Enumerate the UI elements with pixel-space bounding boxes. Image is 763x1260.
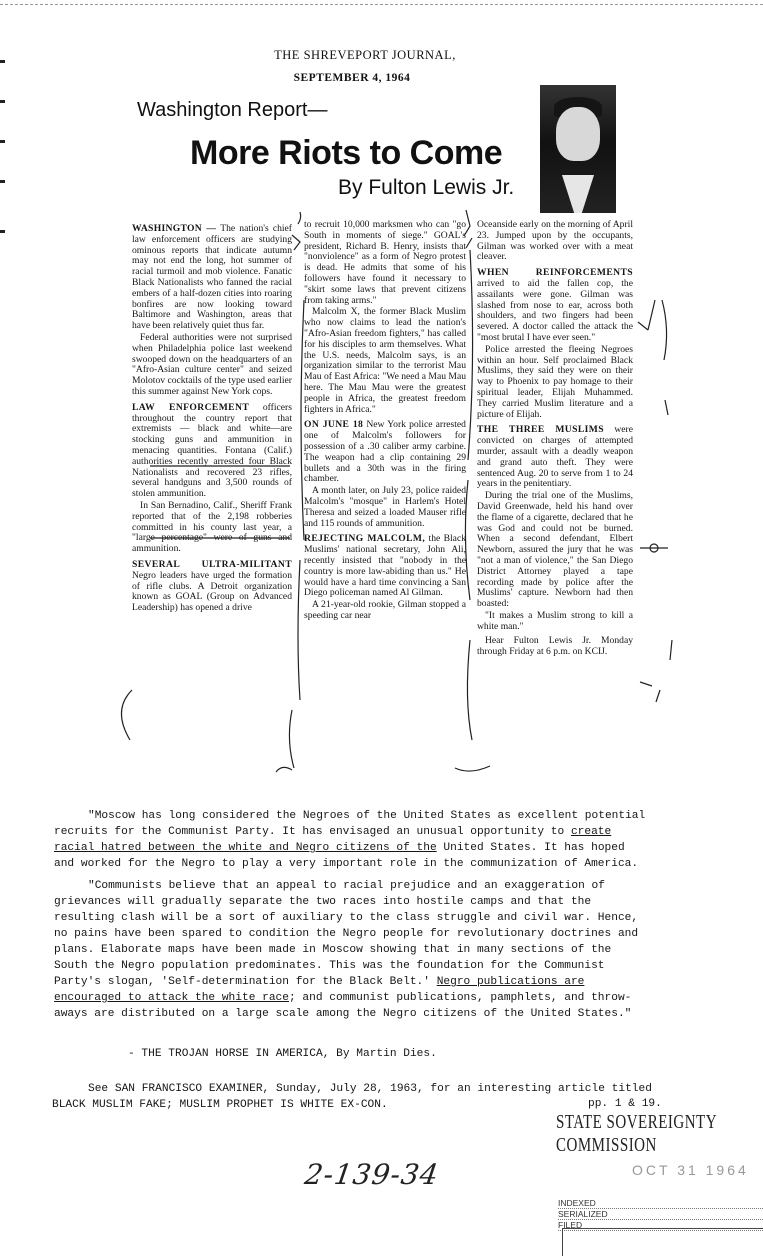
author-portrait <box>540 85 616 213</box>
margin-mark <box>0 180 5 183</box>
margin-bracket <box>468 250 473 460</box>
margin-bracket <box>298 560 300 700</box>
margin-mark <box>0 140 5 143</box>
paragraph: A 21-year-old rookie, Gilman stopped a speeding car near <box>304 599 466 621</box>
paragraph: REJECTING MALCOLM, the Black Muslims' national secretary, John Ali, recently insisted that "nobody in the country is more law-abiding than us." He would have a hard time convincing a San Diego policeman named Al Gilman. <box>304 533 466 599</box>
quote-paragraph: "Moscow has long considered the Negroes of the United States as excellent potential recruits for the Communist Party. It has envisaged an unusual opportunity to create racial hatred between the white and Negro citizens of the United States. It has hoped and worked for the Negro to play a very important role in the communization of America. <box>54 810 646 870</box>
column-kicker: Washington Report— <box>137 99 328 121</box>
check-mark <box>648 300 655 330</box>
pen-mark <box>292 235 300 250</box>
file-number: 2-139-34 <box>302 1158 442 1191</box>
pen-mark <box>670 640 672 660</box>
paragraph: THE THREE MUSLIMS were convicted on charges of attempted murder, assault with a deadly weapon and grand auto theft. They were sentenced Aug. 20 to serve from 1 to 24 years in the penitentiary. <box>477 424 633 490</box>
paragraph: In San Bernadino, Calif., Sheriff Frank reported that of the 2,198 robberies committed in his county last year, a "large percentage" were of guns and ammunition. <box>132 499 292 555</box>
page-reference: pp. 1 & 19. <box>588 1098 662 1110</box>
margin-mark <box>0 100 5 103</box>
paragraph: Police arrested the fleeing Negroes within an hour. Self proclaimed Black Muslims, they said they were on their way to Phoenix to pay homage to their spiritual leader, Elijah Muhammed. They carried Muslim literature and a picture of Elijah. <box>477 343 633 420</box>
margin-bracket <box>467 640 472 740</box>
paragraph: WHEN REINFORCEMENTS arrived to aid the fallen cop, the assailants were gone. Gilman was slashed from nose to ear, across both shoulders, and two fingers had been severed. A doctor called the attack the "most brutal I have ever seen." <box>477 267 633 343</box>
article-column-3 <box>477 220 633 659</box>
paragraph: Oceanside early on the morning of April 23. Jumped upon by the occupants, Gilman was worked over with a meat cleaver. <box>477 219 633 263</box>
quoted-passage <box>54 808 649 1028</box>
margin-mark <box>0 60 5 63</box>
article-column-2 <box>304 220 466 623</box>
paragraph: SEVERAL ULTRA-MILITANT Negro leaders have urged the formation of rifle clubs. A Detroit organization known as GOAL (Group on Advanced Leadership) has opened a drive <box>132 558 292 614</box>
check-mark <box>638 322 648 330</box>
paragraph: During the trial one of the Muslims, David Greenwade, held his hand over the flame of a cigarette, declared that he was God and could not be burned. When a second defendant, Elbert Newborn, assured the jury that he was "not a man of violence," the San Diego District Attorney played a tape recording made by police after the Muslims' capture. Newborn had then boasted: <box>477 490 633 610</box>
article-byline: By Fulton Lewis Jr. <box>338 176 515 199</box>
stamp-field: INDEXED <box>558 1198 763 1209</box>
stamp-field: SERIALIZED <box>558 1209 763 1220</box>
quote-paragraph: "Communists believe that an appeal to racial prejudice and an exaggeration of grievances will gradually separate the two races into hostile camps and that the resulting clash will be a sort of auxiliary to the class struggle and civil war. Hence, no pains have been spared to condition the Negro people for revolutionary doctrines and plans. Elaborate maps have been made in Moscow showing that in many sections of the South the Negro population predominates. This was the foundation for the Communist Party's slogan, 'Self-determination for the Black Belt.' Negro publications are encouraged to attack the white race; and communist publications, pamphlets, and throw-aways are distributed on a large scale among the Negro citizens of the United States." <box>54 880 639 1020</box>
article-dateline: SEPTEMBER 4, 1964 <box>293 72 411 84</box>
margin-bracket <box>662 300 667 360</box>
paragraph: LAW ENFORCEMENT officers throughout the country report that extremists — black and white—are stocking guns and ammunition in menacing quantities. Fontana (Calif.) authorities recently arrested four Black Nationalists and recovered 23 rifles, several handguns and 3,500 rounds of stolen ammunition. <box>132 401 292 500</box>
margin-bracket <box>121 690 132 740</box>
reference-note: See SAN FRANCISCO EXAMINER, Sunday, July 28, 1963, for an interesting article titled BLACK MUSLIM FAKE; MUSLIM PROPHET IS WHITE EX-CON. <box>52 1083 652 1111</box>
article-column-1 <box>132 224 292 615</box>
paragraph: WASHINGTON — The nation's chief law enforcement officers are studying ominous reports that indicate autumn may not end the long, hot summer of racial turmoil and mob violence. Fanatic Black Nationalists who fanned the racial embers of a half-dozen cities into roaring bonfires are now looking toward Baltimore and Washington, areas that have been relatively quiet thus far. <box>132 223 292 332</box>
paragraph: Hear Fulton Lewis Jr. Monday through Friday at 6 p.m. on KCIJ. <box>477 635 633 658</box>
pen-mark <box>656 690 660 702</box>
newspaper-masthead: THE SHREVEPORT JOURNAL, <box>274 48 456 62</box>
stamp-date: OCT 31 1964 <box>632 1162 749 1178</box>
paragraph: "It makes a Muslim strong to kill a white man." <box>477 609 633 632</box>
pen-mark <box>665 400 668 415</box>
margin-bracket <box>289 710 294 768</box>
pen-mark <box>455 766 490 771</box>
commission-stamp <box>556 1106 763 1260</box>
stamp-fields <box>558 1198 763 1231</box>
article-headline: More Riots to Come <box>190 134 503 172</box>
margin-mark <box>0 230 5 233</box>
pen-mark <box>298 212 301 224</box>
paragraph: to recruit 10,000 marksmen who can "go South in moments of siege." GOAL's president, Richard B. Henry, insists that "nonviolence" as a form of Negro protest is dead. He admits that some of his followers have found it necessary to "skirt some laws that prevent citizens from taking arms." <box>304 219 466 306</box>
paragraph: ON JUNE 18 New York police arrested one of Malcolm's followers for possession of a .30 caliber army carbine. The weapon had a clip containing 29 bullets and a 30th was in the firing chamber. <box>304 419 466 485</box>
stamp-field: FILED <box>558 1220 763 1231</box>
pen-mark <box>466 238 472 248</box>
paragraph: Federal authorities were not surprised when Philadelphia police last weekend swooped down on the headquarters of an "Afro-Asian culture center" and seized Molotov cocktails of the type used earlier this summer against New York cops. <box>132 331 292 397</box>
paragraph: A month later, on July 23, police raided Malcolm's "mosque" in Harlem's Hotel Theresa and seized a loaded Mauser rifle and 115 rounds of ammunition. <box>304 485 466 529</box>
margin-bracket <box>465 480 470 600</box>
stamp-box <box>562 1228 763 1256</box>
paragraph: Malcolm X, the former Black Muslim who now claims to lead the nation's "Afro-Asian freedom fighters," has called for his disciples to arm themselves. What the U.S. needs, Malcolm says, is an organization similar to the terrorist Mau Mau of East Africa: "We need a Mau Mau here. The Mau Mau were the greatest people in Africa, the greatest freedom fighters in Africa." <box>304 306 466 415</box>
pen-mark <box>640 682 652 686</box>
pen-mark <box>276 767 292 772</box>
page-edge <box>0 4 763 5</box>
quote-attribution: - THE TROJAN HORSE IN AMERICA, By Martin Dies. <box>128 1048 437 1060</box>
stamp-title: STATE SOVEREIGNTY COMMISSION <box>556 1112 717 1157</box>
